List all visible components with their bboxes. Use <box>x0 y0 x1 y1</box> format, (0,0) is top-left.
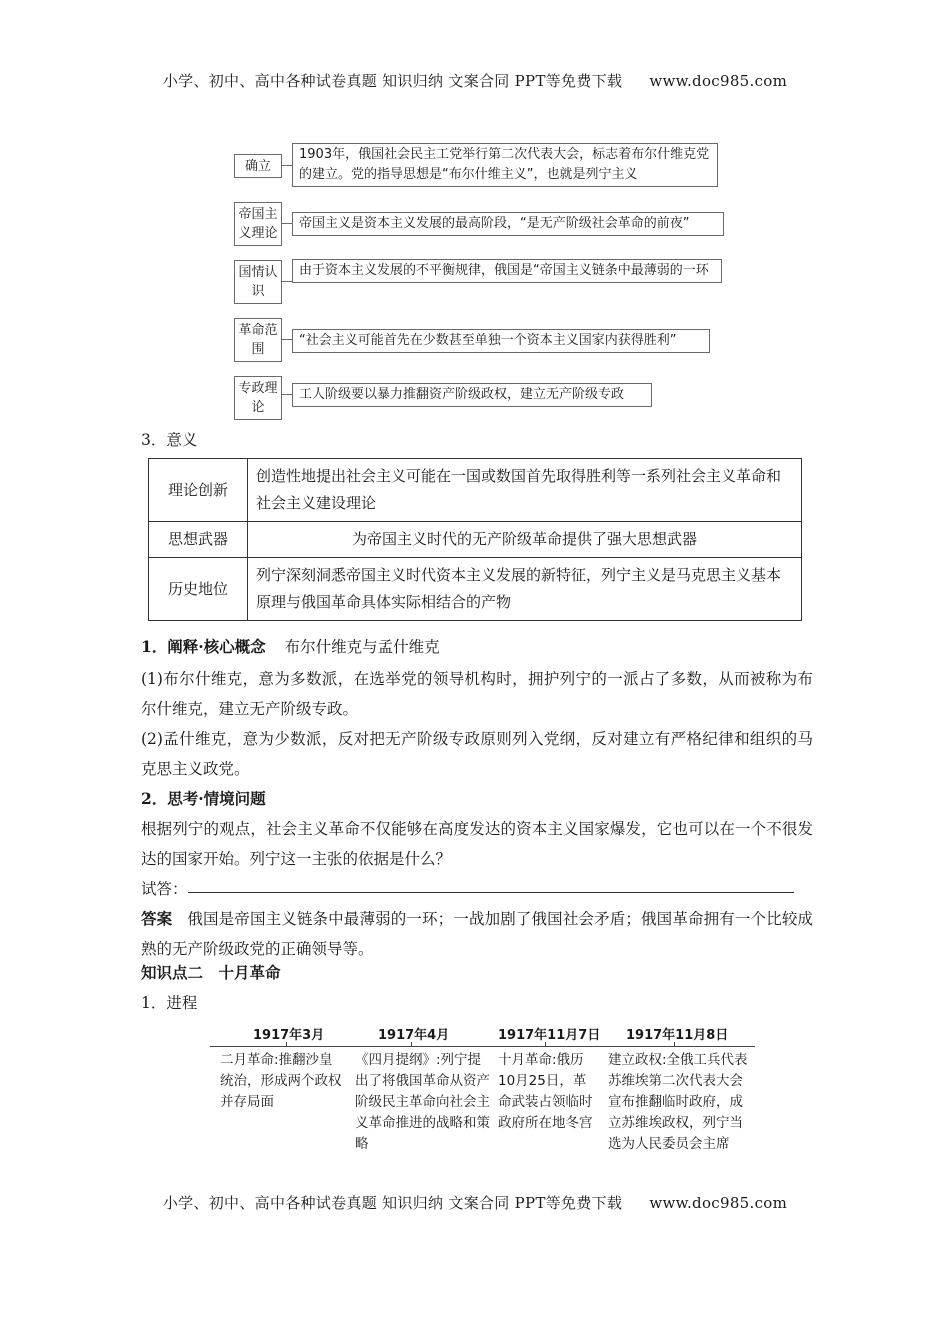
diagram-connector <box>281 339 292 340</box>
timeline-event: 《四月提纲》:列宁提出了将俄国革命从资产阶级民主革命向社会主义革命推进的战略和策略 <box>355 1052 490 1152</box>
concept-subtitle: 布尔什维克与孟什维克 <box>284 638 440 656</box>
concept-heading: 1．阐释·核心概念 <box>141 637 266 656</box>
timeline-date: 1917年3月 <box>253 1028 325 1043</box>
think-heading: 2．思考·情境问题 <box>141 789 266 808</box>
diagram-connector <box>281 281 292 282</box>
section-title: 3．意义 <box>141 431 198 449</box>
footer-site: www.doc985.com <box>649 1194 788 1212</box>
significance-table <box>148 458 802 621</box>
diagram-connector <box>281 394 292 395</box>
diagram-box: 由于资本主义发展的不平衡规律，俄国是“帝国主义链条中最薄弱的一环 <box>292 259 722 283</box>
diagram-box: “社会主义可能首先在少数甚至单独一个资本主义国家内获得胜利” <box>292 329 710 353</box>
diagram-label: 国情认识 <box>234 260 282 304</box>
knowledge-point-sub: 1．进程 <box>141 994 198 1012</box>
answer-prompt-line <box>141 874 813 904</box>
diagram-connector <box>281 165 292 166</box>
page-header <box>0 70 950 91</box>
answer-label: 答案 <box>141 909 173 928</box>
concept-heading-line <box>141 632 813 662</box>
diagram-label: 革命范围 <box>234 318 282 362</box>
concept-paragraph: (1)布尔什维克，意为多数派，在选举党的领导机构时，拥护列宁的一派占了多数，从而被称为布尔什维克，建立无产阶级专政。 <box>141 670 813 718</box>
think-question: 根据列宁的观点，社会主义革命不仅能够在高度发达的资本主义国家爆发，它也可以在一个不很发达的国家开始。列宁这一主张的依据是什么？ <box>141 820 813 868</box>
diagram-label: 确立 <box>234 154 282 178</box>
table-row <box>149 522 802 558</box>
diagram-box: 1903年，俄国社会民主工党举行第二次代表大会，标志着布尔什维克党的建立。党的指导思想是“布尔什维主义”，也就是列宁主义 <box>292 143 718 187</box>
diagram-box: 工人阶级要以暴力推翻资产阶级政权，建立无产阶级专政 <box>292 383 652 407</box>
page-footer <box>0 1192 950 1213</box>
timeline-event: 二月革命:推翻沙皇统治，形成两个政权并存局面 <box>220 1052 342 1110</box>
table-value: 列宁深刻洞悉帝国主义时代资本主义发展的新特征，列宁主义是马克思主义基本原理与俄国革命具体实际相结合的产物 <box>248 558 802 621</box>
answer-prompt: 试答： <box>141 880 188 898</box>
table-value: 为帝国主义时代的无产阶级革命提供了强大思想武器 <box>248 522 802 558</box>
table-row <box>149 459 802 522</box>
table-key: 历史地位 <box>149 558 248 621</box>
answer-blank-line[interactable] <box>188 892 794 893</box>
diagram-label: 帝国主义理论 <box>234 202 282 246</box>
diagram-connector <box>281 223 292 224</box>
header-site: www.doc985.com <box>649 72 788 90</box>
diagram-box: 帝国主义是资本主义发展的最高阶段，“是无产阶级社会革命的前夜” <box>292 212 724 236</box>
answer-text: 俄国是帝国主义链条中最薄弱的一环；一战加剧了俄国社会矛盾；俄国革命拥有一个比较成熟的无产阶级政党的正确领导等。 <box>141 910 813 958</box>
table-key: 思想武器 <box>149 522 248 558</box>
timeline-date: 1917年11月8日 <box>626 1028 729 1043</box>
table-value: 创造性地提出社会主义可能在一国或数国首先取得胜利等一系列社会主义革命和社会主义建设理论 <box>248 459 802 522</box>
footer-text: 小学、初中、高中各种试卷真题 知识归纳 文案合同 PPT等免费下载 <box>162 1194 623 1212</box>
table-row <box>149 558 802 621</box>
diagram-label: 专政理论 <box>234 376 282 420</box>
knowledge-point-title: 知识点二 十月革命 <box>141 963 281 982</box>
timeline-date: 1917年11月7日 <box>498 1028 601 1043</box>
answer-paragraph <box>141 904 813 964</box>
timeline-date: 1917年4月 <box>378 1028 450 1043</box>
table-key: 理论创新 <box>149 459 248 522</box>
concept-paragraph: (2)孟什维克，意为少数派，反对把无产阶级专政原则列入党纲，反对建立有严格纪律和组织的马克思主义政党。 <box>141 730 813 778</box>
header-text: 小学、初中、高中各种试卷真题 知识归纳 文案合同 PPT等免费下载 <box>162 72 623 90</box>
timeline-event: 建立政权:全俄工兵代表苏维埃第二次代表大会宣布推翻临时政府，成立苏维埃政权，列宁当选为人民委员会主席 <box>608 1052 748 1152</box>
timeline-event: 十月革命:俄历10月25日，革命武装占领临时政府所在地冬宫 <box>498 1052 593 1131</box>
